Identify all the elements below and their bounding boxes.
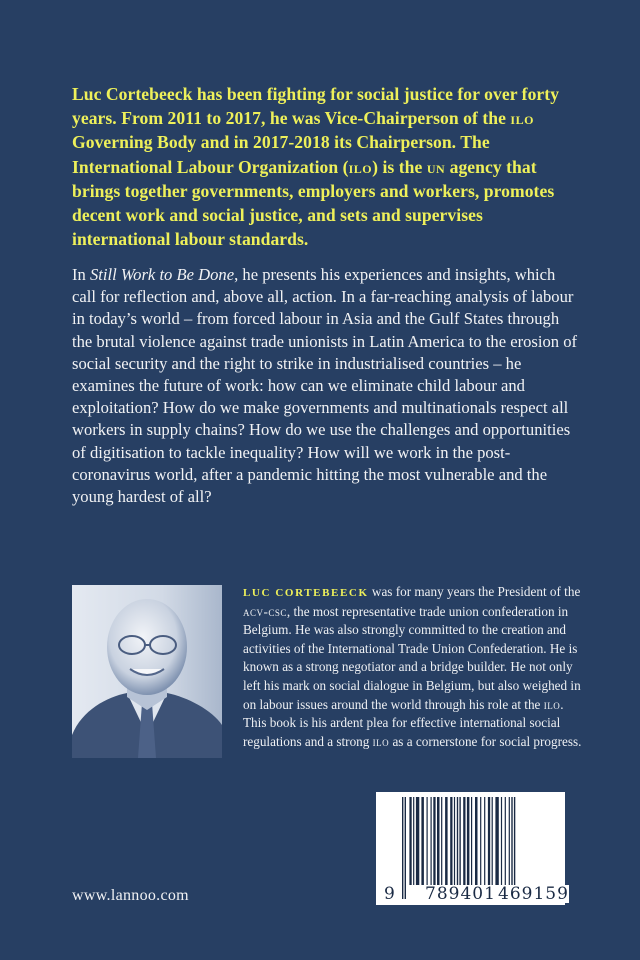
author-photo (72, 585, 222, 758)
ilo-abbrev: ilo (510, 108, 534, 129)
ilo-abbrev: ilo (543, 696, 561, 712)
isbn-right-group: 469159 (498, 884, 569, 904)
blurb-text: ) is the (372, 156, 427, 177)
bio-text: , the most representative trade union confederation in Belgium. He was also strongly committed to the creation and activities of the International Trade Union Confederation. He is known as a strong negotiator and a bridge builder. He not only left his mark on social dialogue in Belgium, but also weighed in on labour issues around the world through his role at the (243, 603, 581, 712)
author-bio (243, 583, 583, 751)
bio-text: . This book is his ardent plea for effective international social regulations and a strong (243, 696, 564, 749)
isbn-first-digit: 9 (384, 884, 395, 904)
author-portrait-image (72, 585, 222, 758)
book-description (72, 264, 582, 508)
barcode-bar (433, 797, 435, 885)
barcode-bar (421, 797, 424, 885)
un-abbrev: un (426, 156, 446, 177)
barcode-bar (475, 797, 478, 885)
barcode-bar (416, 797, 419, 885)
bio-text: was for many years the President of the (368, 584, 581, 599)
back-cover-blurb (72, 82, 582, 251)
author-name: LUC CORTEBEECK (243, 587, 369, 599)
barcode-bar (505, 797, 506, 885)
isbn-number (376, 881, 569, 904)
book-title: Still Work to Be Done (89, 265, 235, 284)
blurb-text: Governing Body and in 2017-2018 its Chairperson. The International Labour Organization ( (72, 132, 490, 177)
barcode-bar (441, 797, 442, 885)
isbn-barcode (376, 792, 569, 905)
barcode-bar (467, 797, 470, 885)
blurb-text: agency that brings together governments, employers and workers, promotes decent work and social justice, and sets and supervises international labour standards. (72, 156, 555, 250)
blurb-text: Luc Cortebeeck has been fighting for social justice for over forty years. From 2011 to 2017, he was Vice-Chairperson of the (72, 84, 560, 129)
barcode-bar (445, 797, 448, 885)
barcode-bar (492, 797, 493, 885)
publisher-url[interactable]: www.lannoo.com (72, 887, 189, 904)
barcode-bar (413, 797, 414, 885)
barcode-bar (484, 797, 485, 885)
acv-csc-abbrev: acv-csc (243, 603, 287, 619)
barcode-bar (471, 797, 472, 885)
isbn-left-group: 789401 (425, 884, 496, 904)
barcode-bar (437, 797, 440, 885)
barcode-bar (501, 797, 502, 885)
barcode-bar (431, 797, 432, 885)
bio-text: as a cornerstone for social progress. (389, 733, 582, 749)
ilo-abbrev: ilo (348, 156, 373, 177)
barcode-bar (454, 797, 455, 885)
barcode-bar (509, 797, 510, 885)
description-body: , he presents his experiences and insights, which call for reflection and, above all, action. In a far-reaching analysis of labour in today’s world – from forced labour in Asia and the Gulf States through the brutal violence against trade unionists in Latin America to the erosion of social security and the right to strike in industrialised countries – he examines the future of work: how can we eliminate child labour and exploitation? How do we make governments and multinationals respect all workers in supply chains? How do we use the challenges and opportunities of digitisation to tackle inequality? How will we work in the post-coronavirus world, after a pandemic hitting the most vulnerable and the young hardest of all? (72, 265, 578, 507)
description-intro: In (72, 265, 90, 284)
barcode-bar (450, 797, 452, 885)
ilo-abbrev: ilo (372, 733, 390, 749)
barcode-bar (480, 797, 481, 885)
barcode-bar (409, 797, 411, 885)
barcode-bar (427, 797, 428, 885)
barcode-bar (488, 797, 490, 885)
barcode-bar (495, 797, 498, 885)
barcode-bar (463, 797, 465, 885)
